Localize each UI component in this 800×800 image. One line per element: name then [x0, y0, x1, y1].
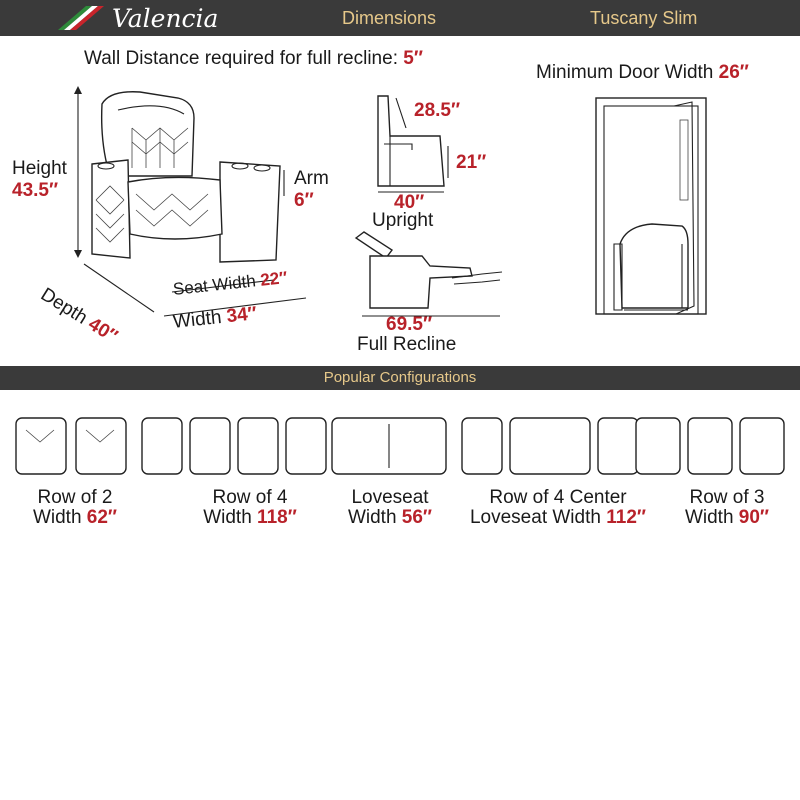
width-label: Width [172, 306, 223, 333]
recline-label: Full Recline [357, 334, 457, 355]
wall-distance-text [84, 48, 423, 70]
arm-value: 6″ [294, 190, 314, 211]
config-width-value: 112″ [606, 507, 646, 528]
header-title-dimensions: Dimensions [342, 8, 437, 28]
loveseat-drawing [332, 418, 446, 474]
height-label: Height [12, 158, 67, 179]
upright-label: Upright [372, 210, 434, 231]
door-drawing [592, 94, 712, 318]
config-width-value: 56″ [401, 507, 433, 528]
config-width-label: Loveseat Width [469, 507, 601, 528]
door-width-text [536, 62, 749, 84]
door-width-value: 26″ [718, 62, 749, 83]
header-title-model: Tuscany Slim [590, 8, 698, 28]
height-dimension [12, 158, 67, 202]
row-of-2-drawing [16, 418, 126, 474]
height-value: 43.5″ [12, 180, 59, 201]
brand-name: Valencia [112, 3, 219, 33]
config-name: Row of 4 [212, 487, 288, 508]
depth-value: 40″ [84, 313, 122, 348]
recline-length: 69.5″ [386, 314, 433, 335]
config-name: Row of 3 [689, 487, 765, 508]
row-of-4-drawing [142, 418, 326, 474]
configurations-drawings [0, 402, 800, 482]
door-width-label: Minimum Door Width [536, 62, 714, 83]
config-width-label: Width [684, 507, 734, 528]
config-width-label: Width [203, 507, 252, 528]
config-row-of-4-center-loveseat [458, 488, 658, 528]
wall-distance-label: Wall Distance required for full recline: [84, 48, 398, 69]
recline-side-view [352, 228, 512, 318]
config-row-of-2 [20, 488, 130, 528]
row-of-3-drawing [636, 418, 784, 474]
arm-dimension [294, 168, 329, 212]
seat-width-label: Seat Width [172, 271, 257, 299]
width-value: 34″ [225, 303, 258, 328]
config-width-value: 62″ [86, 507, 118, 528]
config-name: Row of 4 Center [489, 487, 627, 508]
config-row-of-4 [180, 488, 320, 528]
upright-back-height: 28.5″ [414, 100, 461, 121]
upright-seat-height: 21″ [456, 152, 487, 173]
configurations-bar: Popular Configurations [0, 366, 800, 390]
config-width-label: Width [347, 507, 397, 528]
config-width-value: 90″ [738, 507, 770, 528]
wall-distance-value: 5″ [403, 48, 423, 69]
depth-label: Depth [36, 284, 91, 329]
config-name: Row of 2 [37, 487, 113, 508]
upright-depth: 40″ [394, 192, 425, 213]
config-row-of-3 [664, 488, 790, 528]
config-width-label: Width [32, 507, 82, 528]
arm-label: Arm [294, 168, 329, 189]
header-bar [0, 0, 800, 36]
seat-width-value: 22″ [259, 267, 289, 290]
config-name: Loveseat [351, 487, 429, 508]
config-loveseat [330, 488, 450, 528]
config-width-value: 118″ [257, 507, 297, 528]
italian-flag-icon [0, 0, 110, 36]
brand-logo [104, 2, 218, 34]
row-of-4-center-loveseat-drawing [462, 418, 638, 474]
